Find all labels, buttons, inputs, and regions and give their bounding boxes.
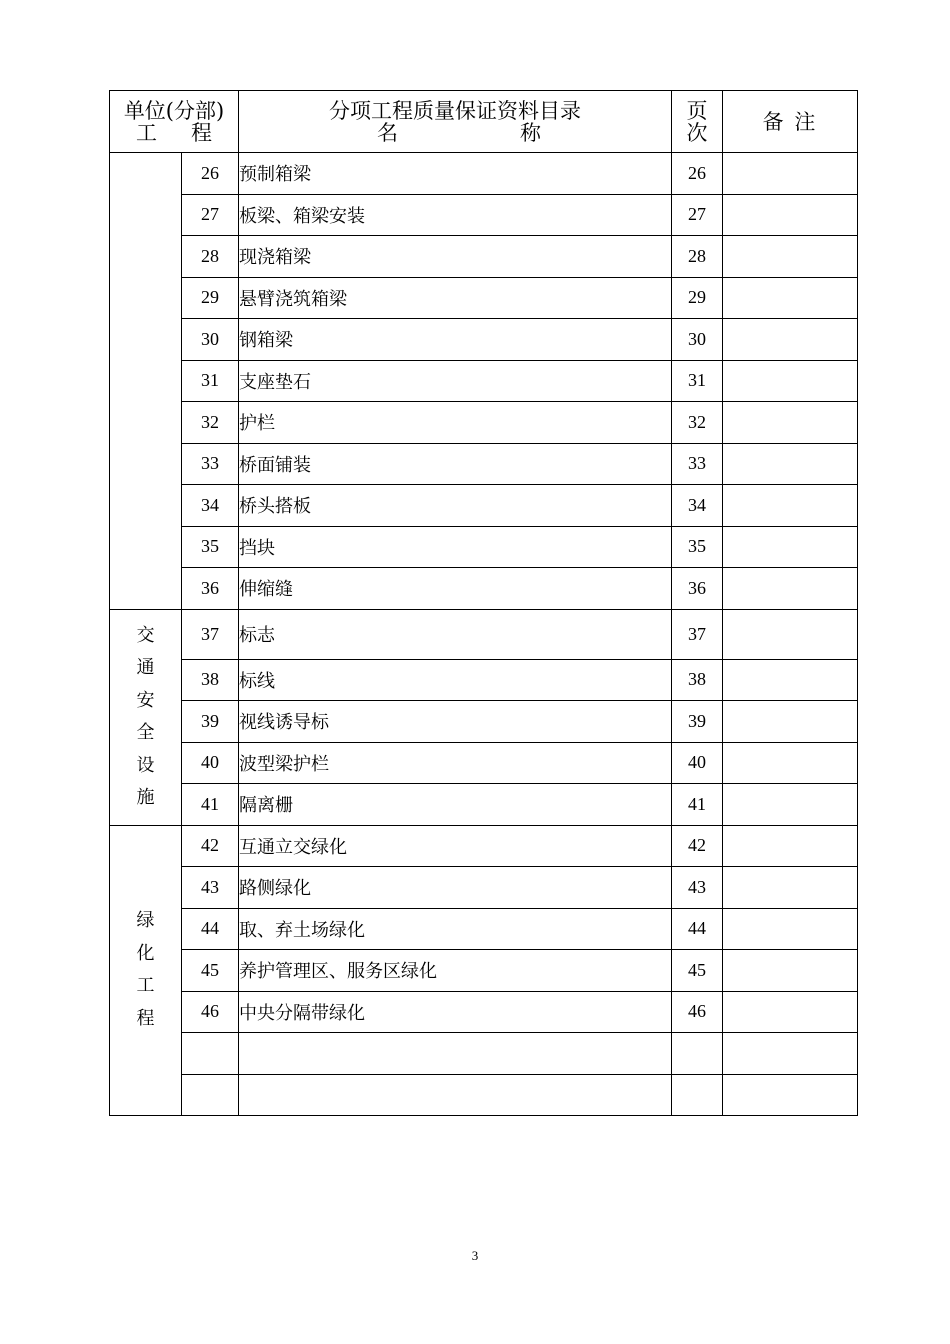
row-note <box>723 1074 858 1116</box>
row-number: 30 <box>182 319 239 361</box>
table-row <box>110 701 858 743</box>
row-number: 36 <box>182 568 239 610</box>
row-note <box>723 825 858 867</box>
header-unit-line1: 单位(分部) <box>123 98 225 123</box>
header-name-line2 <box>239 122 671 144</box>
row-note <box>723 701 858 743</box>
table-row <box>110 526 858 568</box>
row-note <box>723 950 858 992</box>
row-number: 27 <box>182 194 239 236</box>
table-row <box>110 825 858 867</box>
header-name <box>239 91 672 153</box>
header-page-line2: 次 <box>686 120 708 145</box>
group-char: 设 <box>136 754 155 776</box>
row-page: 40 <box>672 742 723 784</box>
row-number: 31 <box>182 360 239 402</box>
group-char: 交 <box>136 624 155 646</box>
row-note <box>723 908 858 950</box>
group-char: 绿 <box>136 910 155 932</box>
header-name-char-a: 名 <box>377 120 399 145</box>
row-number: 28 <box>182 236 239 278</box>
row-number: 35 <box>182 526 239 568</box>
row-name: 悬臂浇筑箱梁 <box>239 277 672 319</box>
table-row <box>110 908 858 950</box>
table-row <box>110 402 858 444</box>
row-note <box>723 1033 858 1075</box>
row-page <box>672 1074 723 1116</box>
row-note <box>723 402 858 444</box>
row-name <box>239 1033 672 1075</box>
row-number <box>182 1033 239 1075</box>
table-row <box>110 784 858 826</box>
row-name: 中央分隔带绿化 <box>239 991 672 1033</box>
row-name <box>239 1074 672 1116</box>
table-row <box>110 153 858 195</box>
row-name: 隔离栅 <box>239 784 672 826</box>
row-name: 伸缩缝 <box>239 568 672 610</box>
header-unit-line2 <box>110 122 238 144</box>
group-char: 化 <box>136 942 155 964</box>
row-page: 26 <box>672 153 723 195</box>
table-row <box>110 1033 858 1075</box>
row-note <box>723 991 858 1033</box>
table-row <box>110 443 858 485</box>
row-name: 互通立交绿化 <box>239 825 672 867</box>
group-char: 安 <box>136 689 155 711</box>
row-page: 35 <box>672 526 723 568</box>
row-number: 46 <box>182 991 239 1033</box>
row-page: 33 <box>672 443 723 485</box>
table-row <box>110 194 858 236</box>
row-note <box>723 236 858 278</box>
row-name: 挡块 <box>239 526 672 568</box>
table-header-row <box>110 91 858 153</box>
table-row <box>110 360 858 402</box>
row-note <box>723 609 858 659</box>
catalog-table <box>109 90 858 1116</box>
row-page: 27 <box>672 194 723 236</box>
table-row <box>110 319 858 361</box>
row-number: 41 <box>182 784 239 826</box>
row-note <box>723 784 858 826</box>
row-page: 38 <box>672 659 723 701</box>
header-page <box>672 91 723 153</box>
row-name: 取、弃土场绿化 <box>239 908 672 950</box>
row-name: 板梁、箱梁安装 <box>239 194 672 236</box>
header-note: 备 注 <box>723 91 858 153</box>
row-page: 43 <box>672 867 723 909</box>
row-note <box>723 194 858 236</box>
row-page: 46 <box>672 991 723 1033</box>
group-char: 工 <box>136 975 155 997</box>
row-page: 39 <box>672 701 723 743</box>
page-number: 3 <box>471 1248 479 1263</box>
table-row <box>110 742 858 784</box>
row-page: 30 <box>672 319 723 361</box>
group-char: 通 <box>136 657 155 678</box>
row-number: 29 <box>182 277 239 319</box>
row-page: 32 <box>672 402 723 444</box>
row-name: 标线 <box>239 659 672 701</box>
row-number: 37 <box>182 609 239 659</box>
table-row <box>110 485 858 527</box>
row-name: 钢箱梁 <box>239 319 672 361</box>
group-char: 施 <box>136 787 155 808</box>
row-note <box>723 360 858 402</box>
row-page: 31 <box>672 360 723 402</box>
row-number: 42 <box>182 825 239 867</box>
header-unit <box>110 91 239 153</box>
row-page: 45 <box>672 950 723 992</box>
row-page: 28 <box>672 236 723 278</box>
row-page: 42 <box>672 825 723 867</box>
row-page: 41 <box>672 784 723 826</box>
table-row <box>110 659 858 701</box>
row-name: 标志 <box>239 609 672 659</box>
header-unit-char-a: 工 <box>136 120 157 145</box>
group-label-greening <box>137 905 155 1035</box>
row-name: 桥头搭板 <box>239 485 672 527</box>
group-cell-greening <box>110 825 182 1116</box>
row-name: 桥面铺装 <box>239 443 672 485</box>
row-note <box>723 319 858 361</box>
row-note <box>723 485 858 527</box>
row-page: 37 <box>672 609 723 659</box>
table-row <box>110 950 858 992</box>
row-note <box>723 153 858 195</box>
row-number <box>182 1074 239 1116</box>
row-name: 支座垫石 <box>239 360 672 402</box>
row-page <box>672 1033 723 1075</box>
header-unit-char-b: 程 <box>191 120 213 145</box>
group-char: 程 <box>136 1007 155 1029</box>
table-row <box>110 1074 858 1116</box>
row-number: 39 <box>182 701 239 743</box>
table-row <box>110 867 858 909</box>
row-number: 34 <box>182 485 239 527</box>
table-row <box>110 236 858 278</box>
row-note <box>723 443 858 485</box>
row-number: 40 <box>182 742 239 784</box>
row-number: 38 <box>182 659 239 701</box>
row-number: 33 <box>182 443 239 485</box>
group-cell-traffic-safety <box>110 609 182 825</box>
header-name-char-b: 称 <box>520 120 542 145</box>
row-name: 路侧绿化 <box>239 867 672 909</box>
row-note <box>723 742 858 784</box>
row-number: 45 <box>182 950 239 992</box>
row-name: 视线诱导标 <box>239 701 672 743</box>
row-note <box>723 867 858 909</box>
row-name: 现浇箱梁 <box>239 236 672 278</box>
table-row <box>110 609 858 659</box>
row-number: 32 <box>182 402 239 444</box>
table-row <box>110 277 858 319</box>
row-name: 养护管理区、服务区绿化 <box>239 950 672 992</box>
table-row <box>110 991 858 1033</box>
row-page: 36 <box>672 568 723 610</box>
row-name: 预制箱梁 <box>239 153 672 195</box>
row-note <box>723 568 858 610</box>
group-cell-empty <box>110 153 182 610</box>
row-page: 29 <box>672 277 723 319</box>
row-number: 26 <box>182 153 239 195</box>
header-page-line1: 页 <box>686 98 708 123</box>
row-number: 44 <box>182 908 239 950</box>
row-note <box>723 659 858 701</box>
row-name: 波型梁护栏 <box>239 742 672 784</box>
row-page: 34 <box>672 485 723 527</box>
row-note <box>723 277 858 319</box>
table-row <box>110 568 858 610</box>
group-char: 全 <box>136 722 155 743</box>
row-note <box>723 526 858 568</box>
row-page: 44 <box>672 908 723 950</box>
row-number: 43 <box>182 867 239 909</box>
header-name-line1: 分项工程质量保证资料目录 <box>329 98 582 123</box>
group-label-traffic-safety <box>137 620 155 815</box>
row-name: 护栏 <box>239 402 672 444</box>
